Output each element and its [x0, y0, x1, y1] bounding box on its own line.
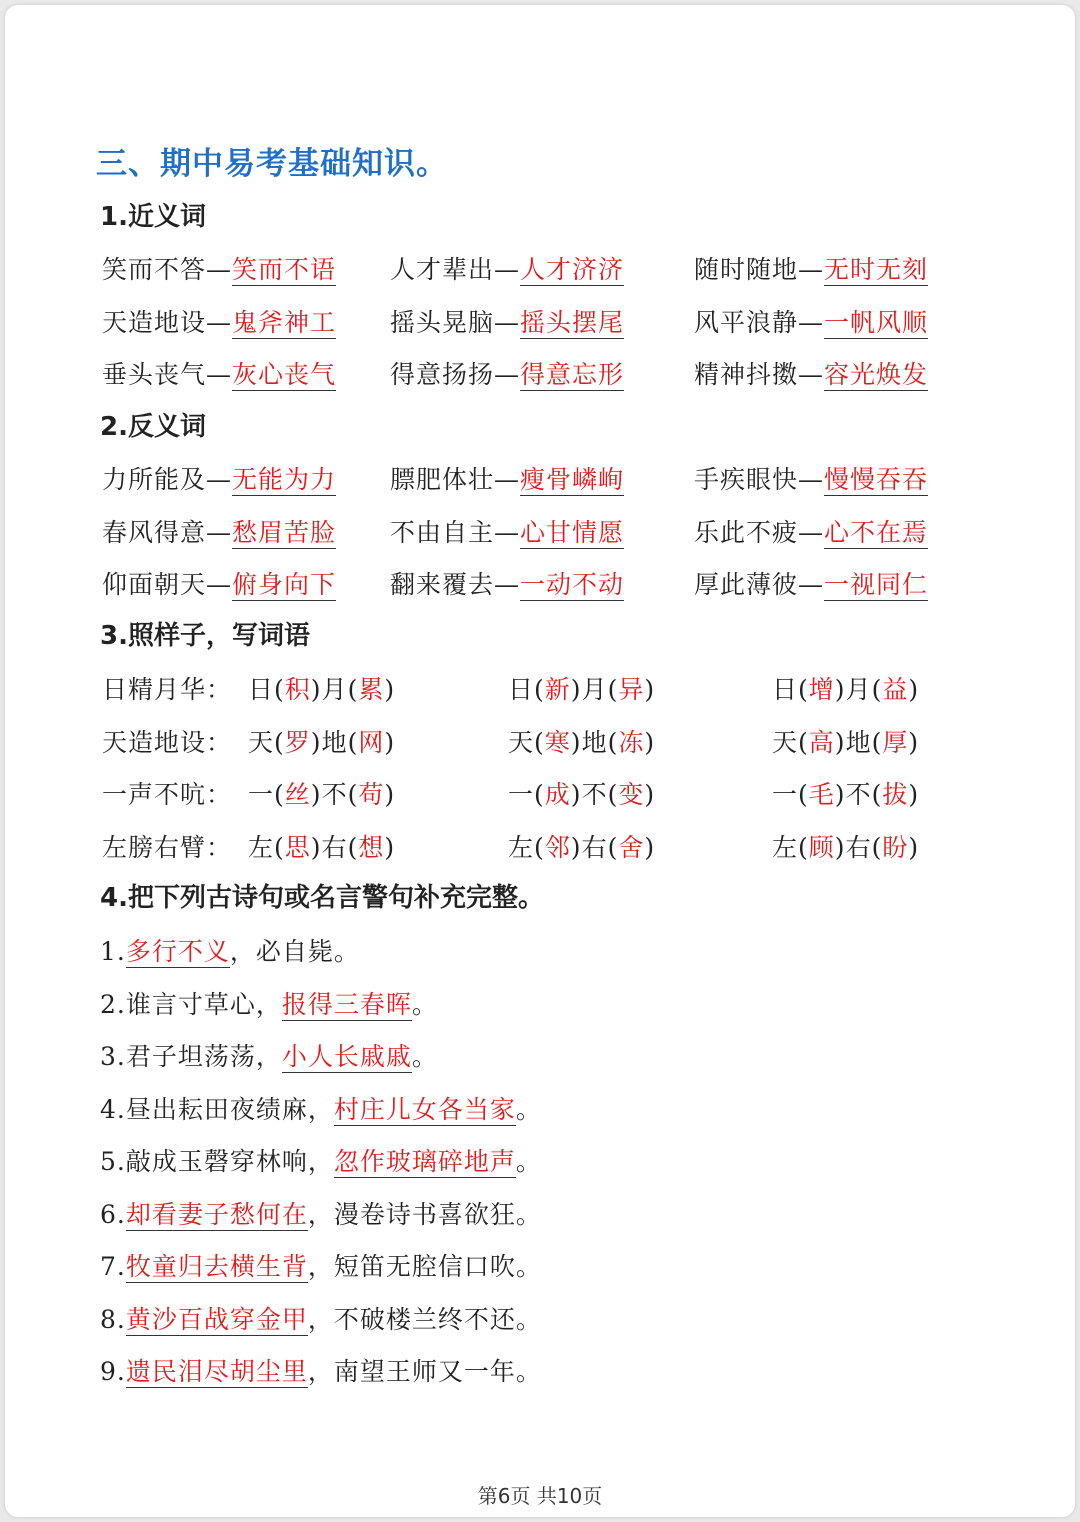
pattern-answer: 网 [358, 727, 385, 757]
paren: ) [570, 780, 582, 809]
dash: — [206, 255, 233, 284]
pattern-answer: 想 [358, 832, 385, 862]
paren: ) [834, 727, 846, 757]
poem-given: 谁言寸草心， [125, 989, 282, 1019]
paren: ) [384, 675, 396, 704]
paren: ) [644, 832, 656, 862]
poem-answer: 多行不义 [125, 937, 230, 966]
pattern-fill [508, 828, 655, 864]
antonym-pair [390, 460, 624, 496]
poem-line [100, 1142, 542, 1178]
heading-synonyms: 1.近义词 [100, 202, 206, 232]
synonym-pair [390, 250, 624, 286]
paren: ) [908, 832, 920, 862]
pattern-prefix: 左 [772, 832, 799, 862]
dash: — [494, 517, 521, 547]
synonym-word: 风平浪静 [694, 307, 799, 337]
pattern-prefix: 一 [772, 780, 799, 809]
antonym-word: 仰面朝天 [102, 570, 207, 599]
dash: — [494, 255, 521, 284]
synonym-answer: 得意忘形 [520, 360, 625, 389]
dash: — [798, 360, 825, 389]
paren: ) [570, 727, 582, 757]
dash: — [206, 570, 233, 599]
pattern-answer: 丝 [284, 780, 311, 809]
poem-answer: 却看妻子愁何在 [125, 1199, 308, 1229]
paren: ) [644, 780, 656, 809]
pattern-answer: 顾 [808, 832, 835, 862]
paren: ) [908, 675, 920, 704]
dash: — [798, 255, 825, 284]
paren: ) [834, 832, 846, 862]
synonym-word: 垂头丧气 [102, 360, 207, 389]
pattern-prefix: 一 [508, 780, 535, 809]
synonym-answer: 人才济济 [520, 255, 625, 284]
synonym-word: 得意扬扬 [390, 360, 495, 389]
poem-number: 2. [100, 989, 126, 1019]
paren: ( [798, 727, 809, 757]
poem-answer: 村庄儿女各当家 [333, 1094, 516, 1124]
synonym-word: 摇头晃脑 [390, 307, 495, 337]
pattern-prefix: 天 [508, 727, 535, 757]
pattern-fill [508, 723, 655, 759]
pattern-answer: 冻 [618, 727, 645, 757]
synonym-word: 笑而不答 [102, 255, 207, 284]
antonym-pair [694, 565, 928, 601]
synonym-pair [694, 250, 928, 286]
pattern-infix: 月 [321, 675, 348, 704]
pattern-fill [248, 723, 395, 759]
paren: ) [570, 832, 582, 862]
poem-answer: 报得三春晖 [281, 989, 412, 1019]
antonym-answer: 一视同仁 [824, 570, 929, 599]
synonym-answer: 摇头摆尾 [520, 307, 625, 337]
poem-given: ，短笛无腔信口吹。 [307, 1252, 542, 1281]
pattern-prefix: 天 [248, 727, 275, 757]
paren: ) [384, 780, 396, 809]
poem-number: 8. [100, 1304, 126, 1334]
pattern-answer: 增 [808, 675, 835, 704]
paren: ) [834, 780, 846, 809]
heading-word-patterns: 3.照样子，写词语 [100, 621, 310, 651]
synonym-word: 天造地设 [102, 307, 207, 337]
paren: ( [274, 832, 285, 862]
poem-given: ，南望王师又一年。 [307, 1357, 542, 1386]
dash: — [798, 465, 825, 494]
poem-number: 6. [100, 1199, 126, 1229]
dash: — [206, 307, 233, 337]
synonym-pair [694, 303, 928, 339]
pattern-answer: 高 [808, 727, 835, 757]
poem-given: 。 [411, 989, 438, 1019]
pattern-label: 日精月华： [102, 675, 233, 704]
synonym-pair [102, 355, 336, 391]
dash: — [206, 360, 233, 389]
antonym-pair [694, 513, 928, 549]
pattern-infix: 月 [581, 675, 608, 704]
poem-line [100, 1247, 542, 1283]
dash: — [798, 517, 825, 547]
paren: ( [347, 675, 359, 704]
poem-number: 4. [100, 1094, 126, 1124]
antonym-answer: 一动不动 [520, 570, 625, 599]
pattern-fill [772, 723, 919, 759]
poem-answer: 黄沙百战穿金甲 [125, 1304, 308, 1334]
paren: ( [798, 675, 809, 704]
pattern-label: 一声不吭： [102, 780, 233, 809]
pattern-infix: 不 [581, 780, 608, 809]
pattern-infix: 不 [845, 780, 872, 809]
poem-given: 敲成玉磬穿林响， [125, 1147, 334, 1176]
paren: ( [274, 727, 285, 757]
pattern-fill [248, 828, 395, 864]
paren: ) [310, 675, 322, 704]
synonym-word: 精神抖擞 [694, 360, 799, 389]
pattern-answer: 邻 [544, 832, 571, 862]
paren: ( [534, 727, 545, 757]
synonym-answer: 鬼斧神工 [232, 307, 337, 337]
poem-number: 7. [100, 1252, 126, 1281]
poem-answer: 小人长戚戚 [281, 1042, 412, 1071]
synonym-pair [102, 250, 336, 286]
antonym-answer: 心不在焉 [824, 517, 929, 547]
antonym-word: 力所能及 [102, 465, 207, 494]
pattern-label: 天造地设： [102, 727, 233, 757]
paren: ( [607, 727, 619, 757]
pattern-fill [248, 670, 395, 706]
pattern-prefix: 天 [772, 727, 799, 757]
paren: ) [644, 727, 656, 757]
paren: ) [834, 675, 846, 704]
paren: ) [644, 675, 656, 704]
pattern-infix: 右 [845, 832, 872, 862]
dash: — [494, 570, 521, 599]
synonym-pair [390, 303, 624, 339]
dash: — [798, 570, 825, 599]
heading-antonyms: 2.反义词 [100, 412, 206, 442]
pattern-answer: 成 [544, 780, 571, 809]
paren: ) [310, 832, 322, 862]
pattern-infix: 地 [581, 727, 608, 757]
paren: ( [607, 832, 619, 862]
poem-line [100, 932, 360, 968]
pattern-answer: 寒 [544, 727, 571, 757]
poem-number: 9. [100, 1357, 126, 1386]
pattern-answer: 累 [358, 675, 385, 704]
pattern-fill [508, 670, 655, 706]
pattern-answer: 毛 [808, 780, 835, 809]
poem-given: 。 [515, 1094, 542, 1124]
antonym-word: 不由自主 [390, 517, 495, 547]
poem-given: 。 [411, 1042, 438, 1071]
poem-answer: 忽作玻璃碎地声 [333, 1147, 516, 1176]
poem-line [100, 985, 438, 1021]
paren: ( [798, 832, 809, 862]
pattern-answer: 拔 [882, 780, 909, 809]
pattern-infix: 月 [845, 675, 872, 704]
synonym-answer: 灰心丧气 [232, 360, 337, 389]
poem-given: 。 [515, 1147, 542, 1176]
synonym-answer: 一帆风顺 [824, 307, 929, 337]
paren: ) [384, 727, 396, 757]
pattern-answer: 新 [544, 675, 571, 704]
antonym-word: 春风得意 [102, 517, 207, 547]
pattern-infix: 右 [321, 832, 348, 862]
dash: — [206, 465, 233, 494]
pattern-infix: 地 [321, 727, 348, 757]
antonym-answer: 瘦骨嶙峋 [520, 465, 625, 494]
paren: ) [384, 832, 396, 862]
poem-line [100, 1037, 438, 1073]
antonym-pair [390, 565, 624, 601]
synonym-answer: 笑而不语 [232, 255, 337, 284]
paren: ( [871, 675, 883, 704]
pattern-answer: 益 [882, 675, 909, 704]
synonym-pair [390, 355, 624, 391]
antonym-pair [390, 513, 624, 549]
antonym-pair [102, 565, 336, 601]
pattern-answer: 异 [618, 675, 645, 704]
pattern-fill [772, 828, 919, 864]
pattern-fill [772, 670, 919, 706]
paren: ( [871, 727, 883, 757]
page-footer: 第6页 共10页 [477, 1484, 603, 1508]
poem-line [100, 1352, 542, 1388]
paren: ( [607, 675, 619, 704]
paren: ( [534, 780, 545, 809]
dash: — [206, 517, 233, 547]
antonym-answer: 无能为力 [232, 465, 337, 494]
pattern-fill [248, 775, 395, 811]
dash: — [494, 360, 521, 389]
antonym-word: 手疾眼快 [694, 465, 799, 494]
poem-given: ，必自毙。 [229, 937, 360, 966]
paren: ( [798, 780, 809, 809]
synonym-pair [694, 355, 928, 391]
paren: ) [908, 780, 920, 809]
pattern-answer: 苟 [358, 780, 385, 809]
paren: ( [607, 780, 619, 809]
antonym-answer: 愁眉苦脸 [232, 517, 337, 547]
poem-answer: 遗民泪尽胡尘里 [125, 1357, 308, 1386]
antonym-word: 厚此薄彼 [694, 570, 799, 599]
paren: ) [310, 780, 322, 809]
antonym-word: 膘肥体壮 [390, 465, 495, 494]
antonym-word: 乐此不疲 [694, 517, 799, 547]
pattern-prefix: 日 [248, 675, 275, 704]
pattern-answer: 舍 [618, 832, 645, 862]
pattern-prefix: 左 [508, 832, 535, 862]
poem-number: 5. [100, 1147, 126, 1176]
synonym-answer: 容光焕发 [824, 360, 929, 389]
dash: — [494, 465, 521, 494]
pattern-answer: 盼 [882, 832, 909, 862]
paren: ( [347, 727, 359, 757]
poem-given: 君子坦荡荡， [125, 1042, 282, 1071]
pattern-answer: 厚 [882, 727, 909, 757]
poem-line [100, 1300, 542, 1336]
paren: ) [310, 727, 322, 757]
antonym-answer: 心甘情愿 [520, 517, 625, 547]
pattern-answer: 变 [618, 780, 645, 809]
antonym-pair [694, 460, 928, 496]
pattern-prefix: 左 [248, 832, 275, 862]
poem-given: ，漫卷诗书喜欲狂。 [307, 1199, 542, 1229]
antonym-word: 翻来覆去 [390, 570, 495, 599]
pattern-prefix: 日 [772, 675, 799, 704]
synonym-answer: 无时无刻 [824, 255, 929, 284]
antonym-answer: 慢慢吞吞 [824, 465, 929, 494]
paren: ( [871, 832, 883, 862]
antonym-pair [102, 513, 336, 549]
paren: ( [274, 675, 285, 704]
synonym-pair [102, 303, 336, 339]
paren: ( [347, 780, 359, 809]
antonym-answer: 俯身向下 [232, 570, 337, 599]
page-title: 三、期中易考基础知识。 [96, 146, 448, 182]
dash: — [494, 307, 521, 337]
pattern-infix: 不 [321, 780, 348, 809]
paren: ( [534, 675, 545, 704]
paren: ) [570, 675, 582, 704]
pattern-fill [508, 775, 655, 811]
synonym-word: 人才辈出 [390, 255, 495, 284]
pattern-infix: 右 [581, 832, 608, 862]
poem-line [100, 1090, 542, 1126]
poem-answer: 牧童归去横生背 [125, 1252, 308, 1281]
poem-given: 昼出耘田夜绩麻， [125, 1094, 334, 1124]
pattern-answer: 积 [284, 675, 311, 704]
pattern-answer: 思 [284, 832, 311, 862]
pattern-answer: 罗 [284, 727, 311, 757]
pattern-infix: 地 [845, 727, 872, 757]
pattern-fill [772, 775, 919, 811]
paren: ( [871, 780, 883, 809]
synonym-word: 随时随地 [694, 255, 799, 284]
antonym-pair [102, 460, 336, 496]
paren: ) [908, 727, 920, 757]
poem-line [100, 1195, 542, 1231]
pattern-prefix: 日 [508, 675, 535, 704]
heading-poems: 4.把下列古诗句或名言警句补充完整。 [100, 883, 544, 913]
pattern-label: 左膀右臂： [102, 832, 233, 862]
paren: ( [347, 832, 359, 862]
dash: — [798, 307, 825, 337]
poem-given: ，不破楼兰终不还。 [307, 1304, 542, 1334]
pattern-prefix: 一 [248, 780, 275, 809]
poem-number: 1. [100, 937, 126, 966]
paren: ( [274, 780, 285, 809]
poem-number: 3. [100, 1042, 126, 1071]
paren: ( [534, 832, 545, 862]
